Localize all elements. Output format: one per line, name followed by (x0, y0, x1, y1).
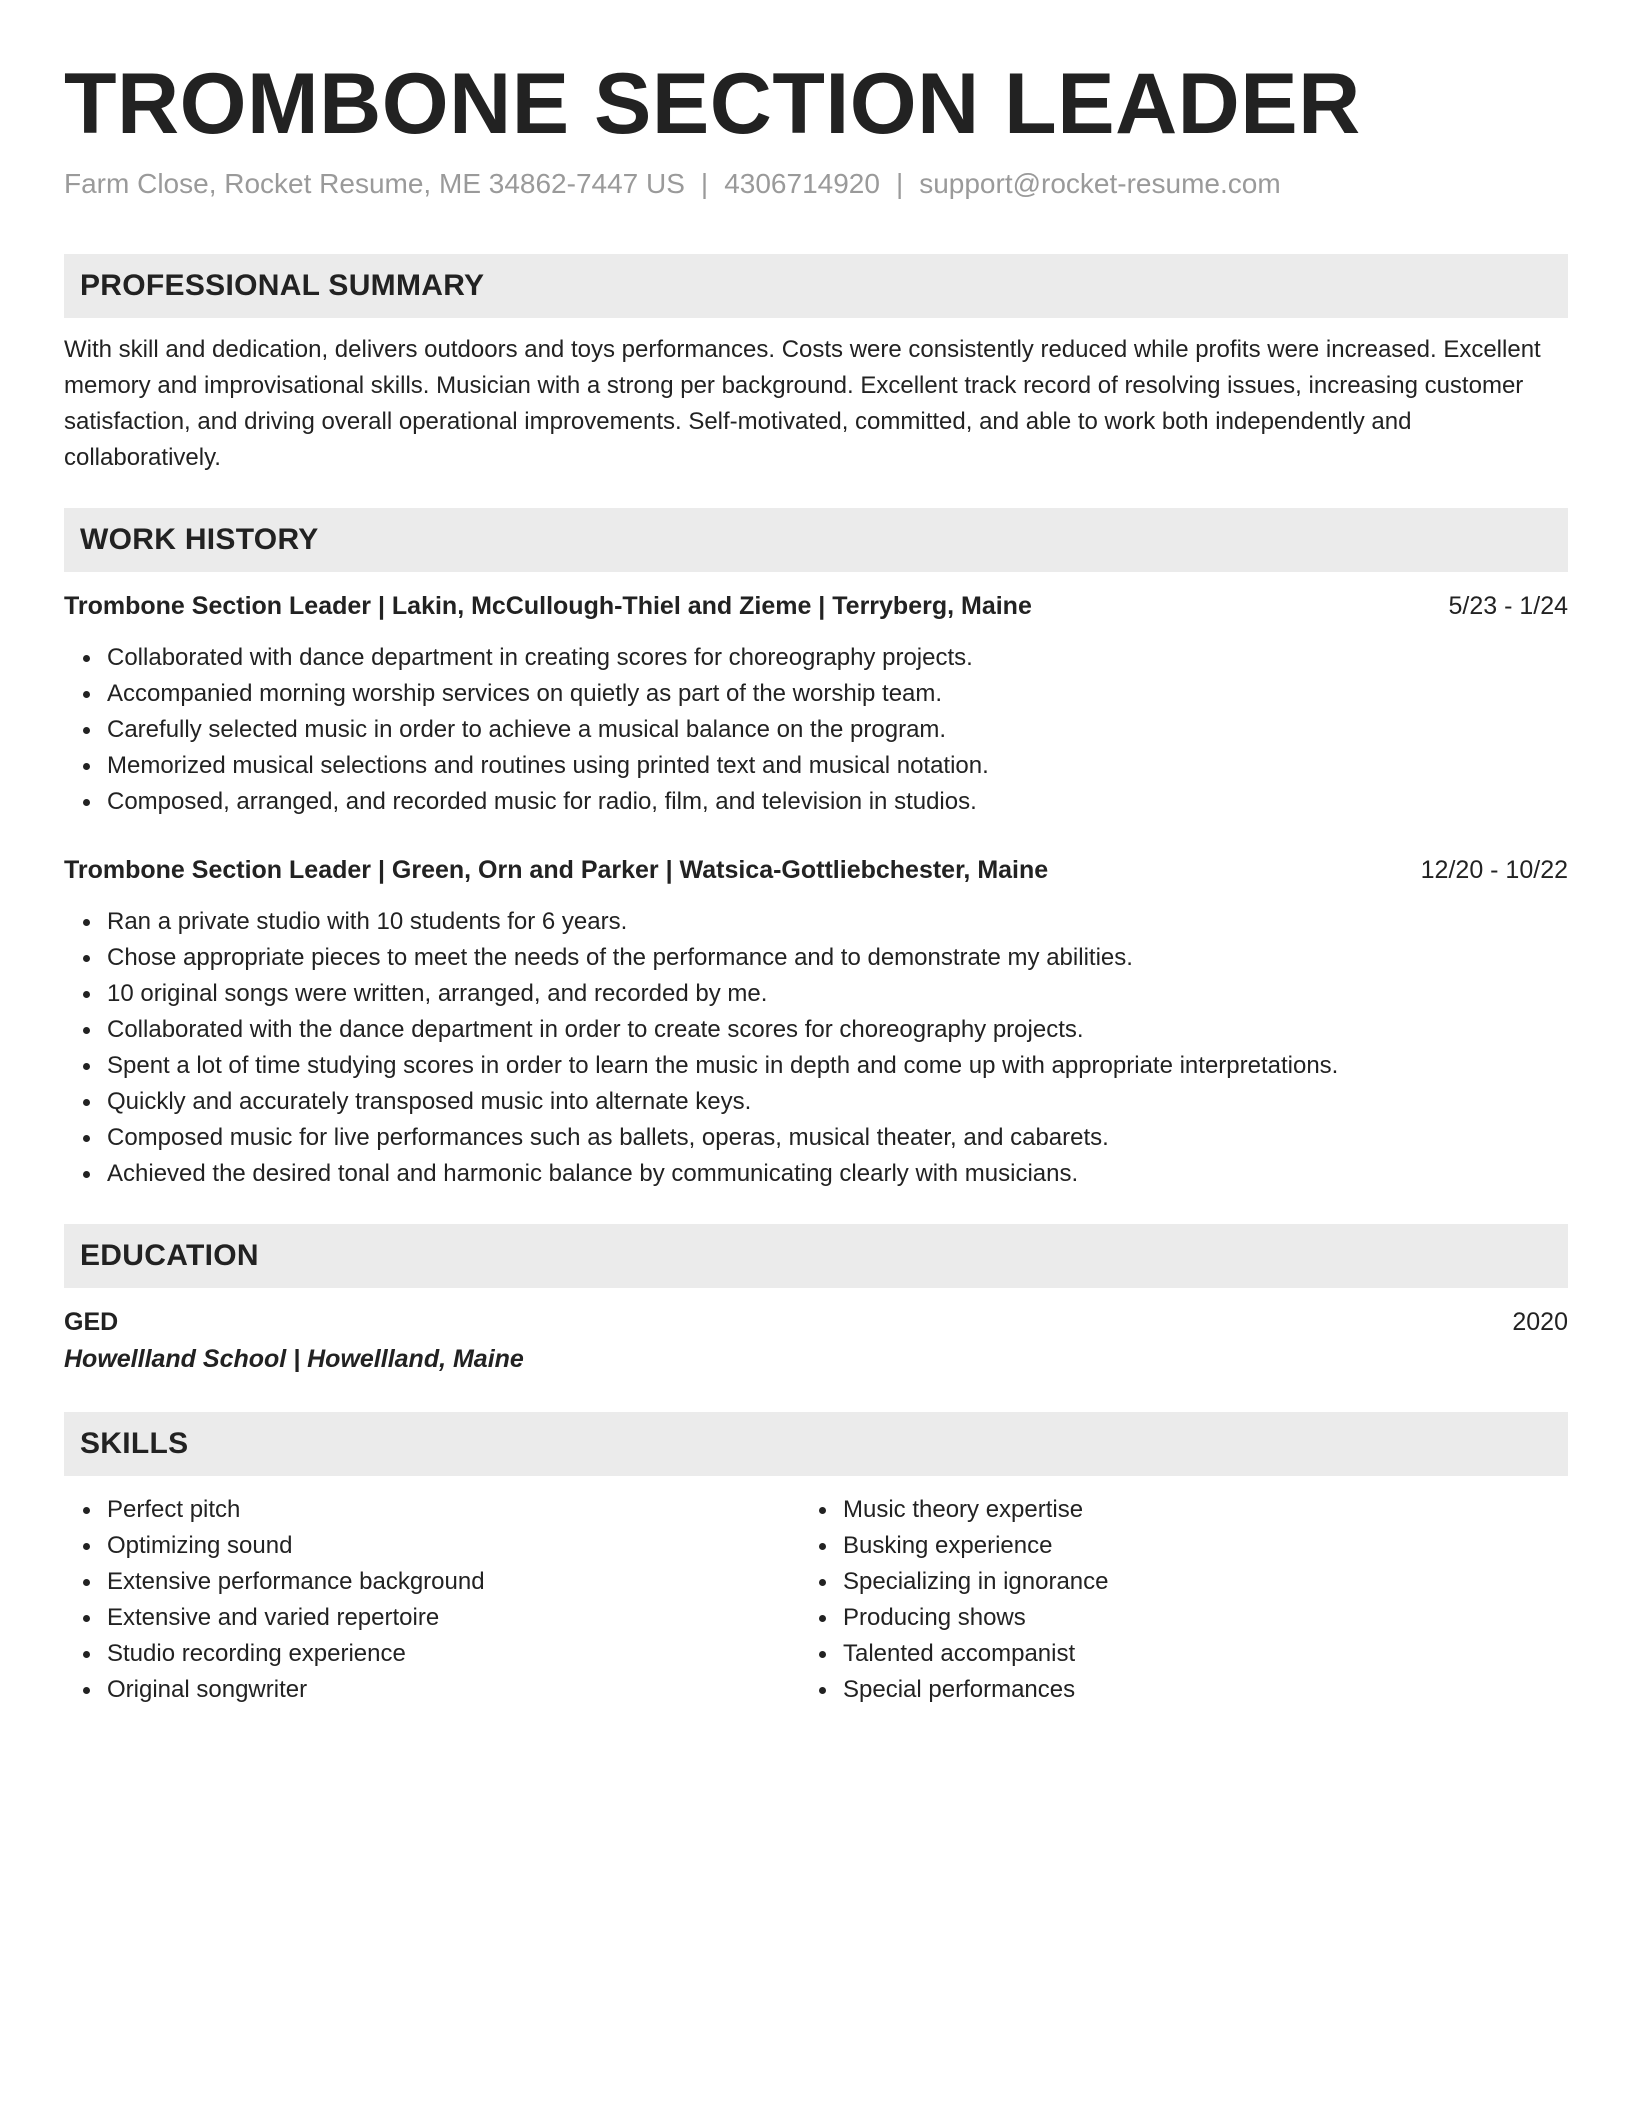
skills-section-header: SKILLS (64, 1412, 1568, 1476)
job-bullet: Achieved the desired tonal and harmonic balance by communicating clearly with musicians. (107, 1156, 1568, 1192)
skill-item: Perfect pitch (107, 1492, 800, 1528)
education-entry (64, 1304, 1568, 1378)
contact-phone: 4306714920 (724, 168, 880, 199)
job-bullet: Composed, arranged, and recorded music for radio, film, and television in studios. (107, 784, 1568, 820)
job-bullet-list (64, 640, 1568, 820)
job-header (64, 852, 1568, 888)
job-bullet: Quickly and accurately transposed music into alternate keys. (107, 1084, 1568, 1120)
skill-item: Extensive performance background (107, 1564, 800, 1600)
job-bullet: 10 original songs were written, arranged, and recorded by me. (107, 976, 1568, 1012)
job-bullet: Accompanied morning worship services on quietly as part of the worship team. (107, 676, 1568, 712)
job-bullet: Chose appropriate pieces to meet the needs of the performance and to demonstrate my abilities. (107, 940, 1568, 976)
candidate-name: TROMBONE SECTION LEADER (64, 56, 1361, 152)
job-dates: 5/23 - 1/24 (1448, 592, 1568, 620)
contact-separator: | (895, 168, 904, 199)
skill-item: Talented accompanist (843, 1636, 1536, 1672)
job-bullet: Composed music for live performances such as ballets, operas, musical theater, and cabarets. (107, 1120, 1568, 1156)
education-degree: GED (64, 1308, 119, 1336)
education-section-header: EDUCATION (64, 1224, 1568, 1288)
contact-email: support@rocket-resume.com (919, 168, 1281, 199)
job-title: Trombone Section Leader | Lakin, McCullough-Thiel and Zieme | Terryberg, Maine (64, 592, 1032, 620)
job-bullet: Spent a lot of time studying scores in order to learn the music in depth and come up with appropriate interpretations. (107, 1048, 1568, 1084)
summary-text: With skill and dedication, delivers outdoors and toys performances. Costs were consistently reduced while profits were increased. Excellent memory and improvisational skills. Musician with a strong per background. Excellent track record of resolving issues, increasing customer satisfaction, and driving overall operational improvements. Self-motivated, committed, and able to work both independently and collaboratively. (64, 336, 1541, 471)
contact-address: Farm Close, Rocket Resume, ME 34862-7447 US (64, 168, 685, 199)
skills-columns (64, 1492, 1568, 1708)
job-entry (64, 852, 1568, 1192)
contact-separator: | (700, 168, 709, 199)
skill-item: Original songwriter (107, 1672, 800, 1708)
job-bullet-list (64, 904, 1568, 1192)
skill-item: Producing shows (843, 1600, 1536, 1636)
skill-item: Specializing in ignorance (843, 1564, 1536, 1600)
skills-list-left (64, 1492, 800, 1708)
job-bullet: Ran a private studio with 10 students for 6 years. (107, 904, 1568, 940)
skill-item: Special performances (843, 1672, 1536, 1708)
job-bullet: Collaborated with the dance department in order to create scores for choreography projects. (107, 1012, 1568, 1048)
contact-line (64, 166, 1568, 202)
education-school: Howellland School | Howellland, Maine (64, 1345, 524, 1373)
skill-item: Extensive and varied repertoire (107, 1600, 800, 1636)
skill-item: Music theory expertise (843, 1492, 1536, 1528)
job-bullet: Carefully selected music in order to achieve a musical balance on the program. (107, 712, 1568, 748)
education-header (64, 1304, 1568, 1340)
skills-list-right (800, 1492, 1536, 1708)
job-title: Trombone Section Leader | Green, Orn and Parker | Watsica-Gottliebchester, Maine (64, 856, 1049, 884)
summary-section-header: PROFESSIONAL SUMMARY (64, 254, 1568, 318)
job-header (64, 588, 1568, 624)
skill-item: Studio recording experience (107, 1636, 800, 1672)
skill-item: Optimizing sound (107, 1528, 800, 1564)
job-dates: 12/20 - 10/22 (1420, 856, 1568, 884)
job-bullet: Memorized musical selections and routines using printed text and musical notation. (107, 748, 1568, 784)
job-bullet: Collaborated with dance department in creating scores for choreography projects. (107, 640, 1568, 676)
job-entry (64, 588, 1568, 820)
work-history-section-header: WORK HISTORY (64, 508, 1568, 572)
education-year: 2020 (1512, 1308, 1568, 1336)
skill-item: Busking experience (843, 1528, 1536, 1564)
